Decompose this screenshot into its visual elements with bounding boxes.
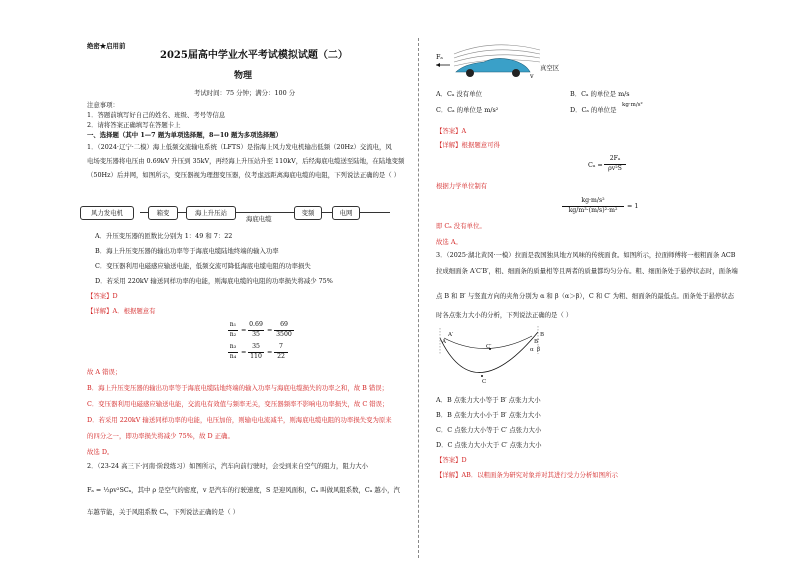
diagram-box: 箱变 xyxy=(148,206,178,220)
q1-option: D．若采用 220kV 输送同样功率的电能，则海底电缆的电阻的功率损失将减少 75% xyxy=(95,277,333,285)
q2-option-d-unit: kg·m/s² xyxy=(622,102,643,108)
car-wheel xyxy=(512,69,520,77)
diagram-box: 变频 xyxy=(294,206,322,220)
notes-item: 2．请将答案正确填写在答题卡上 xyxy=(87,121,181,129)
q1-explanation: C．变压器利用电磁感应输送电能，交流电有效值与频率无关，变压器频率不影响电功率损失，故 C 错误； xyxy=(87,400,389,408)
fig-label-c: C xyxy=(482,379,487,385)
q1-option: C．变压器利用电磁感应输送电能，低频交流可降低海底电缆电阻的功率损失 xyxy=(95,262,311,270)
left-column: 绝密★启用前 2025届高中学业水平考试模拟试题（二） 物理 考试时间：75 分钟；满分：100 分 注意事项： 1．答题前填写好自己的姓名、班级、考号等信息 2．请将答案正确填写在答题卡上 一、选择题（其中 1—7 题为单项选择题，8—10 题为多项选择题） 1．（2024·辽宁·二模）海上低频交流输电系统（LFTS）是指海上风力发电机输出低频（20Hz）交流电，风 电场变压器将电压由 0.69kV 升压到 35kV，再经海上升压站升至 110kV，后经海底电缆送至陆地，在陆地变频 （50Hz）后并网，如图所示，变压器视为理想变压器，仪考虑远距离海底电缆的电阻，下列说法正确的是（ ） 风力发电机 箱变 海上升压站 海底电缆 变频 电网 A．升压变压器的匝数比分别为 1：49 和 7：22 B．海上升压变压器的输出功率等于海底电缆陆地终端的输入功率 C．变压器利用电磁感应输送电能，低频交流可降低海底电缆电阻的功率损失 D．若采用 220kV 输送同样功率的电能，则海底电缆的电阻的功率损失将减少 75% 【答案】D 【详解】A．根据题意有 n₁ n₂ = 0.69 35 = 69 3500 n₃ n₄ = 35 110 = 7 22 故 A 错误； B．海上升压变压器的输出功率等于海底电缆陆地终端的输入功率与海底电缆损失的功率之和，故 B 错误； C．变压器利用电磁感应输送电能，交流电有效值与频率无关，变压器频率不影响电功率损失，故 C 错误； D．若采用 220kV 输送同样功率的电能，电压加倍，则输电电流减半，则海底电缆电阻的功率损失变为原来 的四分之一，即功率损失将减少 75%，故 D 正确。 故选 D。 2．（23-24 高三下·河南·阶段练习）如图所示，汽车向前行驶时，会受到来自空气的阻力，阻力大小 Fₐ = ½ρv²SCₐ，其中 ρ 是空气的密度，v 是汽车的行驶速度，S 是迎风面积，Cₐ 叫做风阻系数，Cₐ 越小，汽 车越节能，关于风阻系数 Cₐ，下列说法正确的是（ ） xyxy=(60,0,430,566)
notes-heading: 注意事项： xyxy=(87,101,119,109)
q3-stem: 3．（2025·湖北黄冈·一模）拉面是我国独具地方风味的传统面食。如图所示，拉面师傅将一根粗面条 ACB xyxy=(436,251,736,259)
airflow-line xyxy=(454,45,540,54)
q3-analysis: 【详解】AB．以粗面条为研究对象并对其进行受力分析如图所示 xyxy=(436,471,618,479)
q2-stem: 车越节能，关于风阻系数 Cₐ，下列说法正确的是（ ） xyxy=(87,508,240,516)
car-body xyxy=(456,58,530,72)
q3-stem: 点 B 和 B′ 与竖直方向的夹角分别为 α 和 β（α＞β），C 和 C′ 为粗、细面条的最低点。面条处于悬停状态 xyxy=(436,292,735,300)
q2-option: B．Cₐ 的单位是 m/s xyxy=(570,90,630,98)
q2-car-figure xyxy=(434,40,544,90)
diagram-box: 电网 xyxy=(332,206,360,220)
q2-unit-text: 根据力学单位制有 xyxy=(436,182,488,190)
q1-conclusion: 故选 D。 xyxy=(87,448,114,456)
subject-title: 物理 xyxy=(234,71,253,81)
q2-fig-force-label: Fₐ xyxy=(436,53,443,61)
q1-stem: 电场变压器将电压由 0.69kV 升压到 35kV，再经海上升压站升至 110kV，后经海底电缆送至陆地，在陆地变频 xyxy=(87,157,405,165)
q1-wrong-a: 故 A 错误； xyxy=(87,368,122,376)
q1-explanation: B．海上升压变压器的输出功率等于海底电缆陆地终端的输入功率与海底电缆损失的功率之和，故 B 错误； xyxy=(87,384,389,392)
point-c xyxy=(481,375,483,377)
q1-explanation: 的四分之一，即功率损失将减少 75%，故 D 正确。 xyxy=(87,432,234,440)
fig-label-c-prime: C′ xyxy=(486,344,492,350)
q3-stem: 时各点张力大小的分析，下列说法正确的是（ ） xyxy=(436,311,573,319)
q2-option: A．Cₐ 没有单位 xyxy=(436,90,482,98)
thick-noodle-curve xyxy=(440,332,541,373)
q2-formula: Fₐ = ½ρv²SCₐ，其中 ρ 是空气的密度，v 是汽车的行驶速度，S 是迎风面积，Cₐ 叫做风阻系数，Cₐ 越小，汽 xyxy=(87,486,400,494)
q3-stem: 拉成细面条 A′C′B′，粗、细面条的质量相等且两者的质量都均匀分布。粗、细面条处于悬停状态时，面条端 xyxy=(436,267,738,275)
right-column: Fₐ v 真空区 A．Cₐ 没有单位 B．Cₐ 的单位是 m/s C．Cₐ 的单位是 m/s² D．Cₐ 的单位是 kg·m/s² 【答案】A 【详解】根据题意可得 Cₐ = 2Fₐ ρv²S 根据力学单位制有 kg·m/s² kg/m³·(m/s)²·m² = 1 即 Cₐ 没有单位。 故选 A。 3．（2025·湖北黄冈·一模）拉面是我国独具地方风味的传统面食。如图所示，拉面师傅将一根粗面条 ACB 拉成细面条 A′C′B′，粗、细面条的质量相等且两者的质量都均匀分布。粗、细面条处于悬停状态时，面条端 点 B 和 B′ 与竖直方向的夹角分别为 α 和 β（α＞β），C 和 C′ 为粗、细面条的最低点。面条处于悬停状态 时各点张力大小的分析，下列说法正确的是（ ） A A′ B B′ C C′ α β A．B 点张力大小等于 B′ 点张力大小 B．B 点张力大小小于 B′ 点张力大小 C．C 点张力大小等于 C′ 点张力大小 D．C 点张力大小大于 C′ 点张力大小 【答案】D 【详解】AB．以粗面条为研究对象并对其进行受力分析如图所示 xyxy=(422,0,782,566)
fig-label-beta: β xyxy=(537,347,541,353)
fig-label-alpha: α xyxy=(530,347,534,353)
q1-explanation: D．若采用 220kV 输送同样功率的电能，电压加倍，则输电电流减半，则海底电缆电阻的功率损失变为原来 xyxy=(87,416,392,424)
q2-answer: 【答案】A xyxy=(436,127,467,135)
q2-stem: 2．（23-24 高三下·河南·阶段练习）如图所示，汽车向前行驶时，会受到来自空气的阻力，阻力大小 xyxy=(87,462,369,470)
q1-stem: 1．（2024·辽宁·二模）海上低频交流输电系统（LFTS）是指海上风力发电机输出低频（20Hz）交流电，风 xyxy=(87,143,392,151)
notes-item: 1．答题前填写好自己的姓名、班级、考号等信息 xyxy=(87,111,226,119)
airflow-line xyxy=(454,50,540,58)
q2-conclusion: 故选 A。 xyxy=(436,238,462,246)
q1-option: A．升压变压器的匝数比分别为 1：49 和 7：22 xyxy=(95,232,233,240)
secret-label: 绝密★启用前 xyxy=(87,42,126,50)
q3-answer: 【答案】D xyxy=(436,456,467,464)
q1-analysis: 【详解】A．根据题意有 xyxy=(87,307,156,315)
q2-note: 即 Cₐ 没有单位。 xyxy=(436,222,486,230)
force-arrowhead xyxy=(436,63,440,67)
q2-option: C．Cₐ 的单位是 m/s² xyxy=(436,106,499,114)
q1-option: B．海上升压变压器的输出功率等于海底电缆陆地终端的输入功率 xyxy=(95,247,279,255)
fig-label-b-prime: B′ xyxy=(534,339,540,345)
fig-label-a-prime: A′ xyxy=(448,332,454,338)
q3-option: C．C 点张力大小等于 C′ 点张力大小 xyxy=(436,426,542,434)
diagram-cable-label: 海底电缆 xyxy=(246,215,272,223)
q1-answer: 【答案】D xyxy=(87,292,118,300)
exam-info: 考试时间：75 分钟；满分：100 分 xyxy=(194,89,296,97)
q2-fig-speed-label: v xyxy=(530,72,534,80)
q3-option: A．B 点张力大小等于 B′ 点张力大小 xyxy=(436,396,541,404)
q2-fig-caption: 真空区 xyxy=(540,64,560,72)
q3-option: D．C 点张力大小大于 C′ 点张力大小 xyxy=(436,441,542,449)
q2-option: D．Cₐ 的单位是 xyxy=(570,106,617,114)
section-heading: 一、选择题（其中 1—7 题为单项选择题，8—10 题为多项选择题） xyxy=(87,131,283,139)
fig-label-b: B xyxy=(540,332,545,338)
q2-analysis: 【详解】根据题意可得 xyxy=(436,141,500,149)
car-wheel xyxy=(466,69,474,77)
q1-stem: （50Hz）后并网，如图所示，变压器视为理想变压器，仪考虑远距离海底电缆的电阻，下列说法正确的是（ ） xyxy=(87,171,401,179)
fig-label-a: A xyxy=(442,339,446,345)
q3-option: B．B 点张力大小小于 B′ 点张力大小 xyxy=(436,411,541,419)
diagram-box: 风力发电机 xyxy=(80,206,134,220)
page-title: 2025届高中学业水平考试模拟试题（二） xyxy=(160,50,348,61)
diagram-box: 海上升压站 xyxy=(186,206,236,220)
